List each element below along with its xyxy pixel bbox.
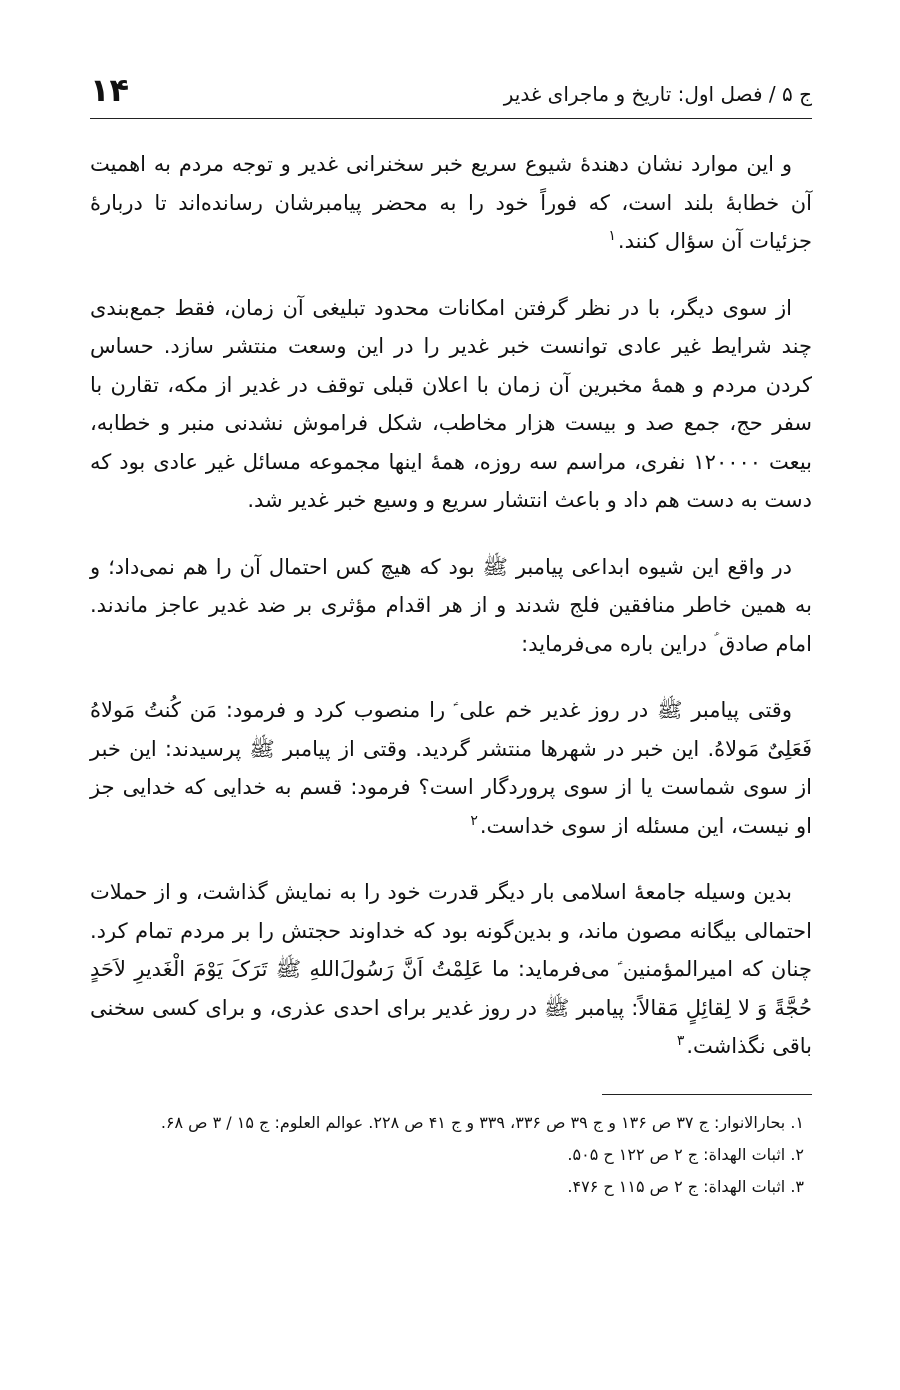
- footnote-reference: ۲: [470, 812, 478, 829]
- paragraph: [90, 691, 812, 845]
- running-head: ج ۵ / فصل اول: تاریخ و ماجرای غدیر: [503, 82, 812, 106]
- paragraph-text: و این موارد نشان دهندهٔ شیوع سریع خبر سخنرانی غدیر و توجه مردم به اهمیت آن خطابهٔ بلند است، که فوراً خود را به محضر پیامبرشان رسانده‌اند تا دربارهٔ جزئیات آن سؤال کنند.: [90, 152, 812, 253]
- paragraph: [90, 548, 812, 664]
- page-header: [90, 70, 812, 119]
- paragraph-text: بدین وسیله جامعهٔ اسلامی بار دیگر قدرت خود را به نمایش گذاشت، و از حملات احتمالی بیگانه مصون ماند، و بدین‌گونه بود که خداوند حجتش را بر مردم تمام کرد. چنان که امیرالمؤمنین ؑ می‌فرماید: ما عَلِمْتُ اَنَّ رَسُولَ‌اللهِ ﷺ تَرَکَ یَوْمَ الْغَدیرِ لاَحَدٍ حُجَّةً وَ لا لِقائِلٍ مَقالاً: پیامبر ﷺ در روز غدیر برای احدی عذری، و برای کسی سخنی باقی نگذاشت.: [90, 880, 812, 1058]
- paragraph: [90, 145, 812, 261]
- paragraph-text: از سوی دیگر، با در نظر گرفتن امکانات محدود تبلیغی آن زمان، فقط جمع‌بندی چند شرایط غیر عادی توانست خبر غدیر را در این وسعت منتشر سازد. حساس کردن مردم و همهٔ مخبرین آن زمان با اعلان قبلی توقف در غدیر از مکه، تقارن با سفر حج، جمع صد و بیست هزار مخاطب، شکل فراموش نشدنی منبر و خطابه، بیعت ۱۲۰۰۰۰ نفری، مراسم سه روزه، همهٔ اینها مجموعه مسائل غیر عادی بود که دست به دست هم داد و باعث انتشار سریع و وسیع خبر غدیر شد.: [90, 295, 812, 512]
- footnote-reference: ۱: [608, 228, 616, 244]
- paragraph: [90, 289, 812, 520]
- book-page: [90, 70, 812, 1203]
- footnote: ۳. اثبات الهداة: ج ۲ ص ۱۱۵ ح ۴۷۶.: [567, 1176, 804, 1196]
- page-number: ۱۴: [90, 71, 130, 109]
- paragraph-text: در واقع این شیوه ابداعی پیامبر ﷺ بود که هیچ کس احتمال آن را هم نمی‌داد؛ و به همین خاطر منافقین فلج شدند و از هر اقدام مؤثری بر ضد غدیر عاجز ماندند. امام صادق ؑ دراین باره می‌فرماید:: [90, 554, 812, 656]
- footnote-divider: [602, 1094, 812, 1095]
- body-text: [90, 145, 812, 1066]
- footnote-reference: ۳: [676, 1033, 685, 1049]
- paragraph-text: وقتی پیامبر ﷺ در روز غدیر خم علی ؑ را منصوب کرد و فرمود: مَن کُنتُ مَولاهُ فَعَلِیٌ مَولاهُ. این خبر در شهرها منتشر گردید. وقتی از پیامبر ﷺ پرسیدند: این خبر از سوی شماست یا از سوی پروردگار است؟ فرمود: قسم به خدایی که خدایی جز او نیست، این مسئله از سوی خداست.: [90, 698, 812, 838]
- paragraph: [90, 873, 812, 1066]
- footnote: ۱. بحارالانوار: ج ۳۷ ص ۱۳۶ و ج ۳۹ ص ۳۳۶، ۳۳۹ و ج ۴۱ ص ۲۲۸. عوالم العلوم: ج ۱۵ / ۳ ص ۶۸.: [160, 1112, 804, 1132]
- footnote: ۲. اثبات الهداة: ج ۲ ص ۱۲۲ ح ۵۰۵.: [567, 1144, 804, 1164]
- footnotes: [90, 1107, 812, 1203]
